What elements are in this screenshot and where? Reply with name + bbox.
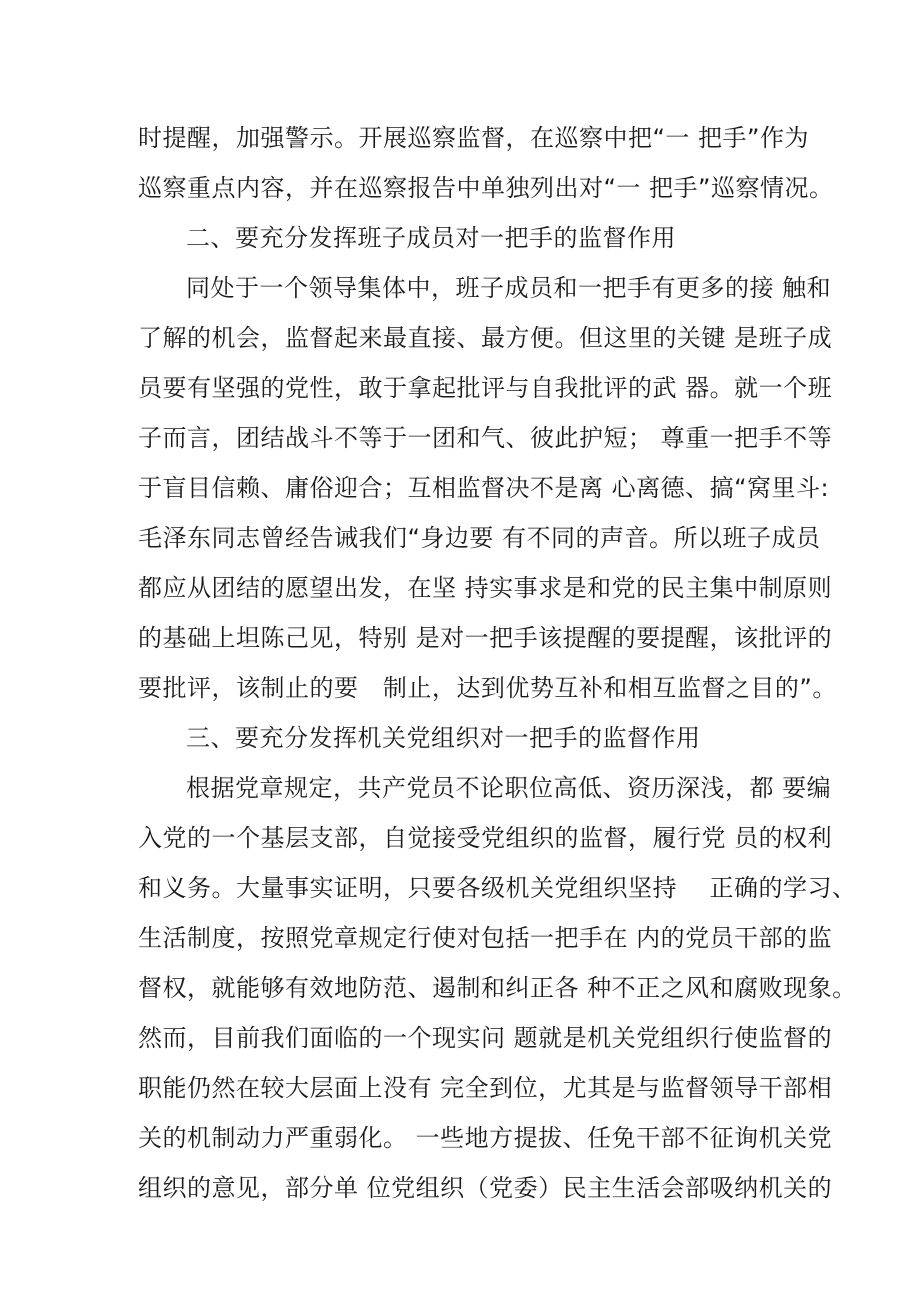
text-line: 入党的一个基层支部，自觉接受党组织的监督，履行党 员的权利 — [138, 824, 833, 852]
text-line: 的基础上坦陈己见，特别 是对一把手该提醒的要提醒，该批评的 — [138, 624, 833, 652]
text-line: 督权，就能够有效地防范、遏制和纠正各 种不正之风和腐败现象。 — [138, 974, 857, 1002]
section-heading-2: 二、要充分发挥班子成员对一把手的监督作用 — [186, 224, 676, 252]
text-line: 了解的机会，监督起来最直接、最方便。但这里的关键 是班子成 — [138, 324, 833, 352]
text-line: 要批评，该制止的要 制止，达到优势互补和相互监督之目的”。 — [138, 674, 837, 702]
text-line: 关的机制动力严重弱化。 一些地方提拔、任免干部不征询机关党 — [138, 1124, 833, 1152]
text-line: 时提醒，加强警示。开展巡察监督，在巡察中把“一 把手”作为 — [138, 124, 809, 152]
text-line: 根据党章规定，共产党员不论职位高低、资历深浅，都 要编 — [186, 774, 832, 802]
text-line: 子而言，团结战斗不等于一团和气、彼此护短； 尊重一把手不等 — [138, 424, 833, 452]
text-line: 员要有坚强的党性，敢于拿起批评与自我批评的武 器。就一个班 — [138, 374, 833, 402]
text-line: 生活制度，按照党章规定行使对包括一把手在 内的党员干部的监 — [138, 924, 833, 952]
text-line: 同处于一个领导集体中，班子成员和一把手有更多的接 触和 — [186, 274, 832, 302]
text-line: 巡察重点内容，并在巡察报告中单独列出对“一 把手”巡察情况。 — [138, 174, 834, 202]
text-line: 都应从团结的愿望出发，在坚 持实事求是和党的民主集中制原则 — [138, 574, 833, 602]
section-heading-3: 三、要充分发挥机关党组织对一把手的监督作用 — [186, 724, 701, 752]
text-line: 和义务。大量事实证明，只要各级机关党组织坚持 正确的学习、 — [138, 874, 857, 902]
text-line: 毛泽东同志曾经告诫我们“身边要 有不同的声音。所以班子成员 — [138, 524, 821, 552]
text-line: 组织的意见，部分单 位党组织（党委）民主生活会部吸纳机关的 — [138, 1174, 833, 1202]
text-line: 然而，目前我们面临的一个现实问 题就是机关党组织行使监督的 — [138, 1024, 833, 1052]
text-line: 于盲目信赖、庸俗迎合；互相监督决不是离 心离德、搞“窝里斗: — [138, 474, 830, 502]
text-line: 职能仍然在较大层面上没有 完全到位，尤其是与监督领导干部相 — [138, 1074, 833, 1102]
